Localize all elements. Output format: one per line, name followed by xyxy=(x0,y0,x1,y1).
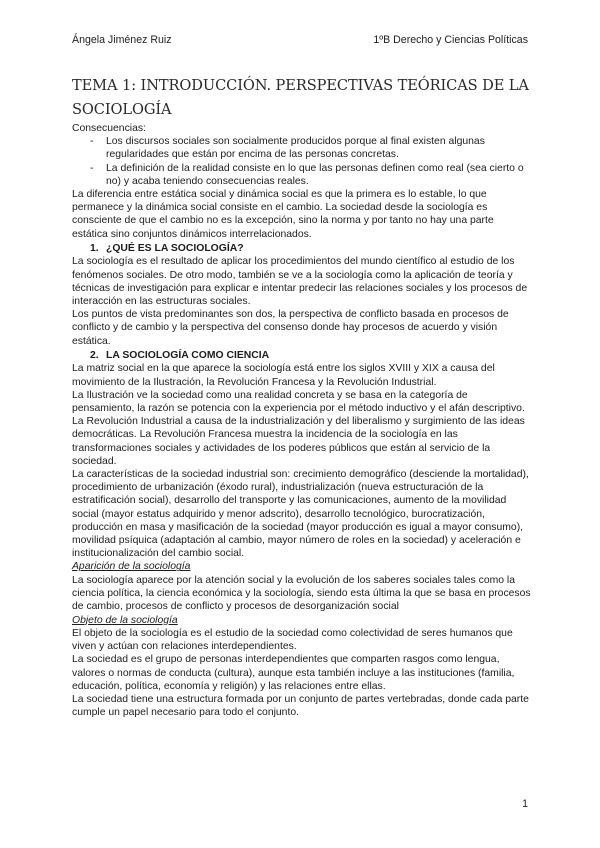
subheading-aparicion: Aparición de la sociología xyxy=(72,561,191,573)
paragraph: La matriz social en la que aparece la sociología está entre los siglos XVIII y XIX a causa del movimiento de la Ilustración, la Revolución Francesa y la Revolución Industrial. xyxy=(72,363,495,388)
section-number: 1. xyxy=(90,242,99,254)
list-item: - Los discursos sociales son socialmente producidos porque al final existen algunas regularidades que están por encima de las personas concretas. xyxy=(90,135,532,161)
paragraph: La sociología aparece por la atención social y la evolución de los saberes sociales tales como la ciencia política, la ciencia económica y la sociología, siendo esta última la que se basa en procesos de cambio, procesos de conflicto y procesos de desorganización social xyxy=(72,574,531,613)
section-number: 2. xyxy=(90,349,99,361)
paragraph: La Ilustración ve la sociedad como una realidad concreta y se basa en la categoría de pensamiento, la razón se potencia con la experiencia por el método inductivo y el afán descriptivo. La Revolución Industrial a causa de la industrialización y del liberalismo y surgimiento de las ideas democráticas. La Revolución Francesa muestra la incidencia de la sociología en las transformaciones sociales y actividades de los poderes públicos que están al servicio de la sociedad. xyxy=(72,389,525,467)
paragraph: La sociedad tiene una estructura formada por un conjunto de partes vertebradas, donde cada parte cumple un papel necesario para todo el conjunto. xyxy=(72,693,529,719)
section-heading-text: LA SOCIOLOGÍA COMO CIENCIA xyxy=(106,349,270,361)
section-heading-1 xyxy=(72,242,532,256)
page-content xyxy=(72,74,532,719)
page-title: TEMA 1: INTRODUCCIÓN. PERSPECTIVAS TEÓRICAS DE LA SOCIOLOGÍA xyxy=(72,77,529,118)
intro-paragraph: La diferencia entre estática social y dinámica social es que la primera es lo estable, lo que permanece y la dinámica social consiste en el cambio. La sociedad desde la sociología es consciente de que el cambio no es la excepción, sino la norma y por tanto no hay una parte estática sino conjuntos dinámicos interrelacionados. xyxy=(72,189,494,240)
subheading-objeto: Objeto de la sociología xyxy=(72,614,178,626)
page-number: 1 xyxy=(522,798,528,810)
paragraph: La sociedad es el grupo de personas interdependientes que comparten rasgos como lengua, valores o normas de conducta (cultura), aunque esta también incluye a las instituciones (familia, educación, política, economía y religión) y las relaciones entre ellas. xyxy=(72,654,515,692)
paragraph: El objeto de la sociología es el estudio de la sociedad como colectividad de seres humanos que viven y actúan con relaciones interdependientes. xyxy=(72,627,513,653)
consecuencias-list xyxy=(72,135,532,188)
section-heading-text: ¿QUÉ ES LA SOCIOLOGÍA? xyxy=(106,242,244,254)
paragraph: La sociología es el resultado de aplicar los procedimientos del mundo científico al estudio de los fenómenos sociales. De otro modo, también se ve a la sociología como la aplicación de teoría y técnicas de investigación para explicar e intentar predecir las relaciones sociales y los procesos de interacción en las estructuras sociales. xyxy=(72,256,528,308)
section-heading-2 xyxy=(72,349,532,363)
paragraph: Los puntos de vista predominantes son dos, la perspectiva de conflicto basada en procesos de conflicto y de cambio y la perspectiva del consenso donde hay procesos de acuerdo y visión estática. xyxy=(72,309,509,347)
paragraph: La características de la sociedad industrial son: crecimiento demográfico (desciende la mortalidad), procedimiento de urbanización (éxodo rural), industrialización (nueva estructuración de la estratificación social), desarrollo del transporte y las comunicaciones, aumento de la movilidad social (mayor estatus adquirido y menor adscrito), desarrollo tecnológico, burocratización, producción en masa y masificación de la sociedad (mayor producción es igual a mayor consumo), movilidad psíquica (adaptación al cambio, mayor número de roles en la sociedad) y aceleración e institucionalización del cambio social. xyxy=(72,469,529,560)
list-item: - La definición de la realidad consiste en lo que las personas definen como real (sea cierto o no) y acaba teniendo consecuencias reales. xyxy=(90,162,532,188)
header-author: Ángela Jiménez Ruiz xyxy=(72,34,172,46)
header-course: 1ºB Derecho y Ciencias Políticas xyxy=(373,34,528,46)
consecuencias-label: Consecuencias: xyxy=(72,123,146,134)
